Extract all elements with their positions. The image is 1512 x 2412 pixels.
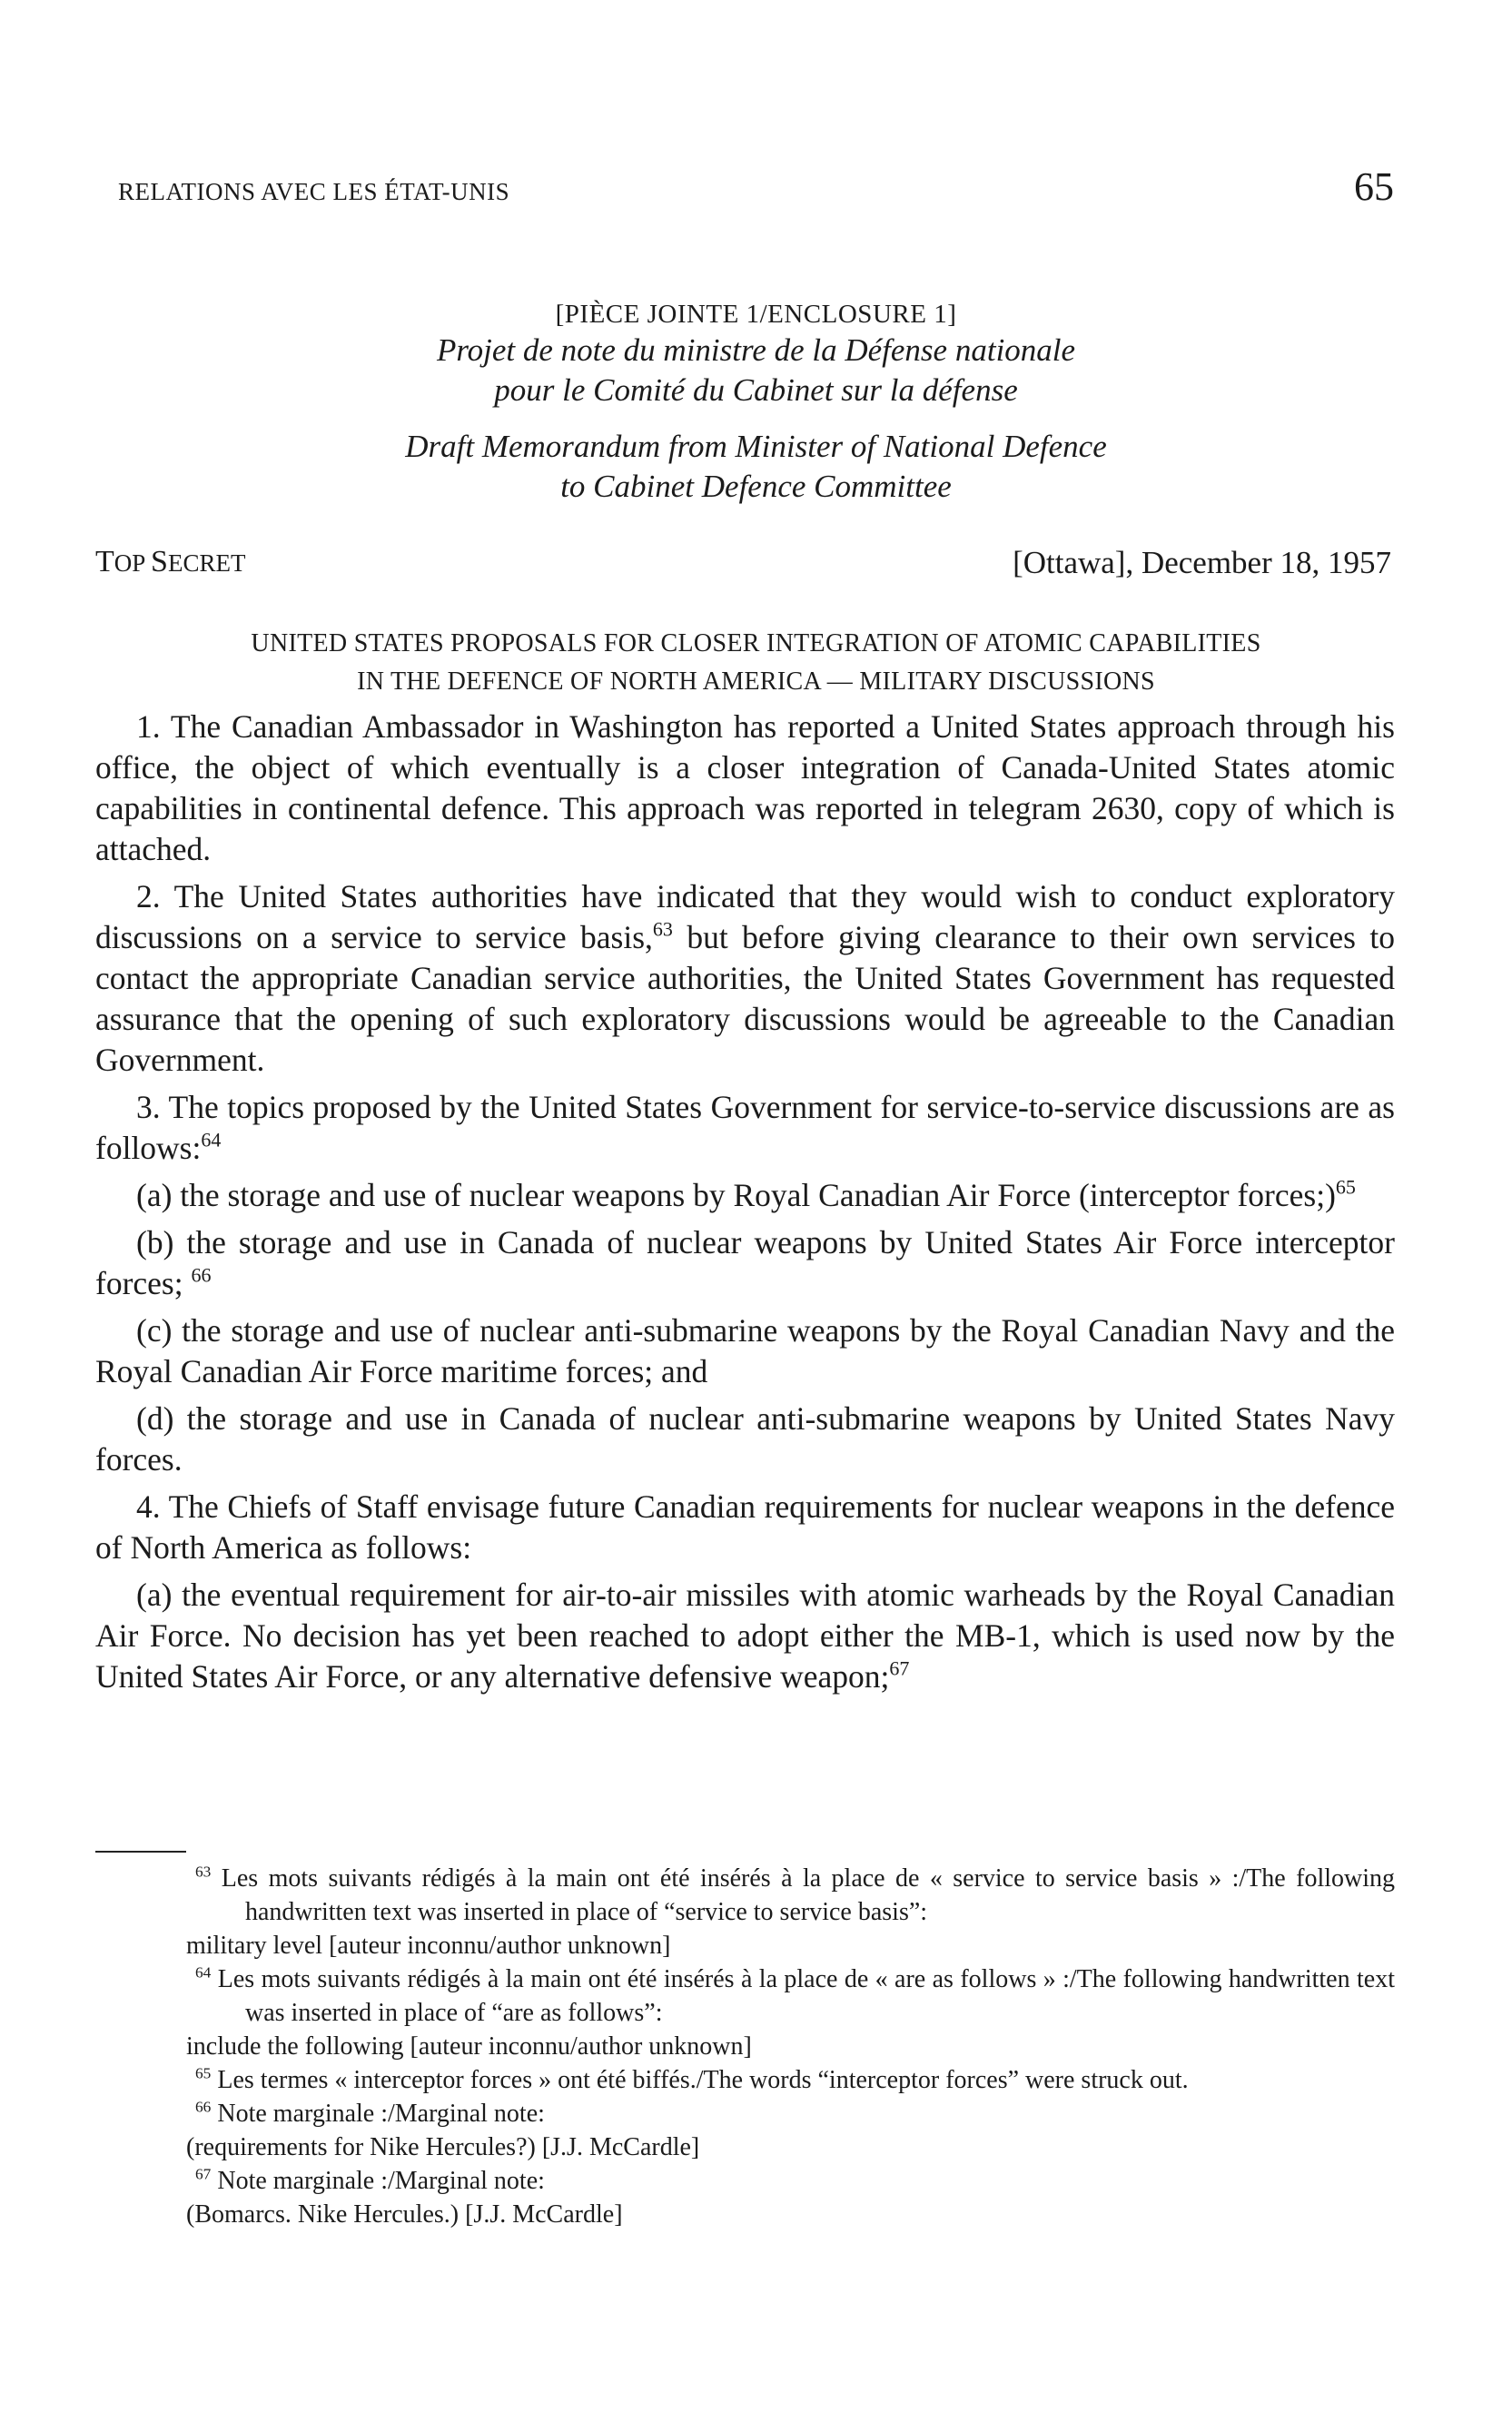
running-head: RELATIONS AVEC LES ÉTAT-UNIS: [118, 178, 510, 205]
footnote-63-quote: military level [auteur inconnu/author unknown]: [186, 1932, 671, 1960]
paragraph-4-item-a-text: (a) the eventual requirement for air-to-air missiles with atomic warheads by the Royal Canadian Air Force. No decision has yet been reached to adopt either the MB-1, which is used now by the United States Air Force, or any alternative defensive weapon;: [95, 1577, 1395, 1695]
paragraph-2-part-a: 2. The United States authorities have indicated that they would wish to conduct exploratory discussions on a service to service basis,: [95, 878, 1395, 955]
paragraph-3: [95, 1087, 1395, 1169]
footnote-64-quote: include the following [auteur inconnu/author unknown]: [186, 2032, 752, 2061]
footnote-ref-66: 66: [191, 1263, 212, 1287]
title-english-line-2: to Cabinet Defence Committee: [560, 469, 952, 504]
paragraph-3-item-d: (d) the storage and use in Canada of nuclear anti-submarine weapons by United States Navy forces.: [95, 1400, 1395, 1478]
paragraph-3-item-c: (c) the storage and use of nuclear anti-submarine weapons by the Royal Canadian Navy and the Royal Canadian Air Force maritime forces; and: [95, 1312, 1395, 1389]
title-french-line-1: Projet de note du ministre de la Défense nationale: [436, 332, 1076, 368]
footnote-66-text: Note marginale :/Marginal note:: [211, 2100, 545, 2128]
paragraph-3-text: 3. The topics proposed by the United States Government for service-to-service discussions are as follows:: [95, 1089, 1395, 1166]
footnote-ref-63: 63: [652, 917, 673, 941]
footnote-63: [95, 1862, 1395, 1962]
memo-body: [95, 707, 1395, 1704]
title-english: [0, 427, 1512, 507]
footnotes: [95, 1862, 1395, 2231]
classification-marking: [95, 545, 245, 579]
footnote-65-number: 65: [195, 2064, 212, 2082]
paragraph-3-item-b: [95, 1222, 1395, 1304]
title-english-line-1: Draft Memorandum from Minister of National Defence: [405, 429, 1107, 464]
paragraph-3-item-b-text: (b) the storage and use in Canada of nuclear weapons by United States Air Force interceptor forces;: [95, 1224, 1395, 1301]
subject-line-2: IN THE DEFENCE OF NORTH AMERICA — MILITARY DISCUSSIONS: [357, 667, 1155, 696]
paragraph-4: 4. The Chiefs of Staff envisage future Canadian requirements for nuclear weapons in the defence of North America as follows:: [95, 1488, 1395, 1566]
footnote-64: [95, 1962, 1395, 2063]
title-french-line-2: pour le Comité du Cabinet sur la défense: [494, 372, 1018, 408]
footnote-63-text: Les mots suivants rédigés à la main ont été insérés à la place de « service to service basis » :/The following handwritten text was inserted in place of “service to service basis”:: [211, 1864, 1395, 1926]
paragraph-2: [95, 876, 1395, 1081]
page-number: 65: [1354, 164, 1394, 209]
footnote-66: [95, 2097, 1395, 2164]
paragraph-4-item-a: [95, 1575, 1395, 1697]
paragraph-2-part-b: but before giving clearance to their own services to contact the appropriate Canadian service authorities, the United States Government has requested assurance that the opening of such exploratory discussions would be agreeable to the Canadian Government.: [95, 919, 1395, 1078]
footnote-ref-64: 64: [201, 1128, 222, 1152]
footnote-66-quote: (requirements for Nike Hercules?) [J.J. McCardle]: [186, 2133, 700, 2161]
paragraph-3-item-a-text: (a) the storage and use of nuclear weapons by Royal Canadian Air Force (interceptor forces;): [136, 1177, 1336, 1213]
classification-letter-t: T: [95, 545, 114, 578]
dateline: [Ottawa], December 18, 1957: [1013, 545, 1391, 580]
paragraph-1: 1. The Canadian Ambassador in Washington has reported a United States approach through his office, the object of which eventually is a closer integration of Canada-United States atomic capabilities in continental defence. This approach was reported in telegram 2630, copy of which is attached.: [95, 708, 1395, 867]
footnote-divider: [95, 1851, 186, 1853]
footnote-67-quote: (Bomarcs. Nike Hercules.) [J.J. McCardle]: [186, 2200, 623, 2229]
footnote-ref-67: 67: [889, 1656, 910, 1680]
classification-letter-s: S: [151, 545, 168, 578]
footnote-67: [95, 2164, 1395, 2231]
paragraph-3-item-a: [95, 1175, 1395, 1216]
subject-line-1: UNITED STATES PROPOSALS FOR CLOSER INTEGRATION OF ATOMIC CAPABILITIES: [251, 629, 1261, 657]
classification-rest-1: OP: [114, 549, 152, 577]
title-french: [0, 331, 1512, 410]
subject-heading: [0, 625, 1512, 701]
footnote-66-number: 66: [195, 2098, 212, 2116]
footnote-67-text: Note marginale :/Marginal note:: [211, 2167, 545, 2195]
footnote-64-number: 64: [195, 1963, 212, 1982]
footnote-65-text: Les termes « interceptor forces » ont été biffés./The words “interceptor forces” were struck out.: [211, 2066, 1189, 2094]
enclosure-label: [PIÈCE JOINTE 1/ENCLOSURE 1]: [555, 300, 957, 329]
footnote-ref-65: 65: [1335, 1175, 1356, 1199]
footnote-65: [95, 2063, 1395, 2097]
footnote-64-text: Les mots suivants rédigés à la main ont été insérés à la place de « are as follows » :/The following handwritten text was inserted in place of “are as follows”:: [211, 1965, 1395, 2027]
classification-rest-2: ECRET: [167, 549, 246, 577]
footnote-67-number: 67: [195, 2165, 212, 2183]
footnote-63-number: 63: [195, 1863, 212, 1881]
